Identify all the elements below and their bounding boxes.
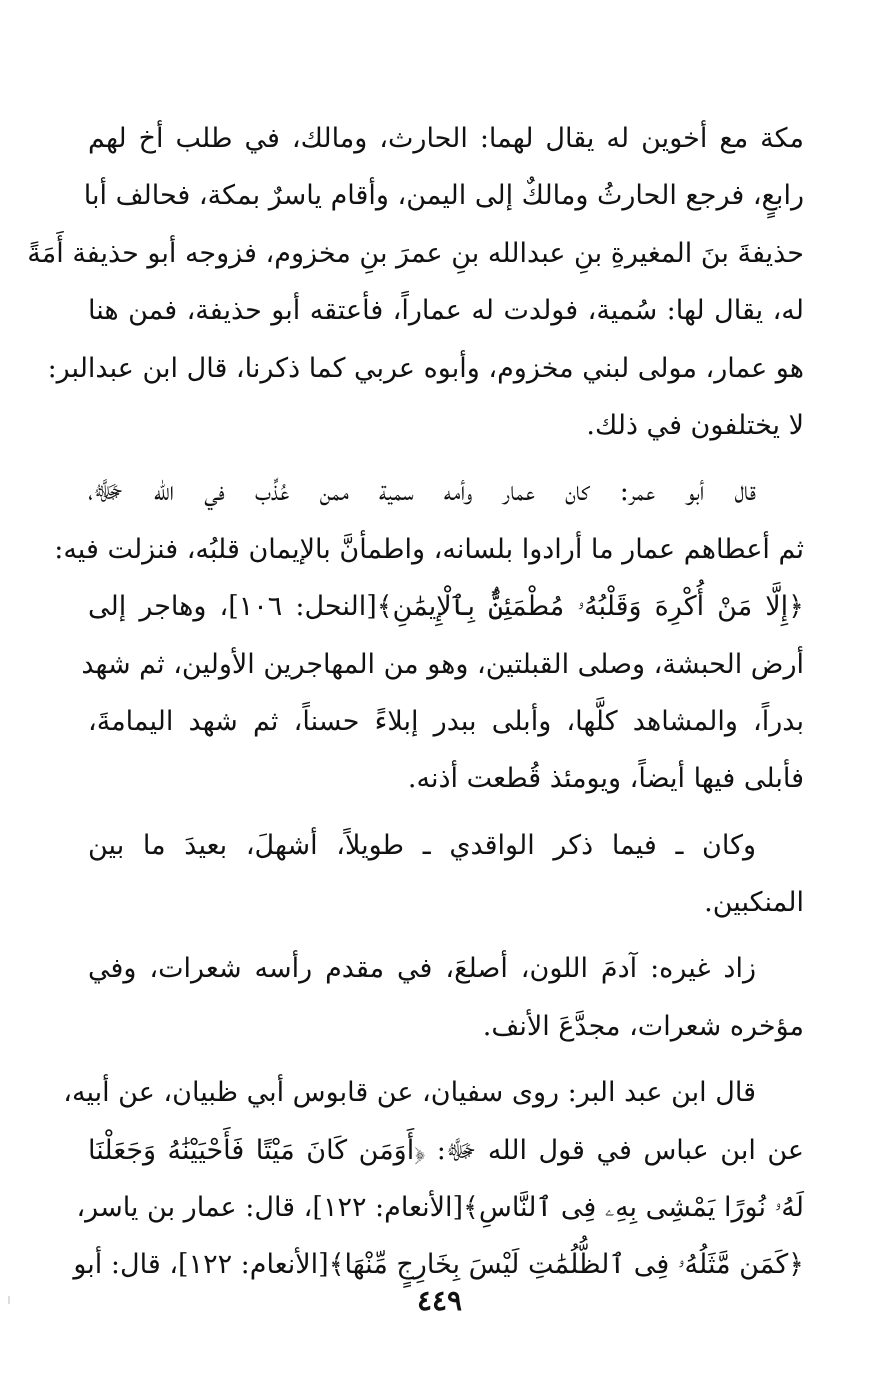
text-line: هو عمار، مولى لبني مخزوم، وأبوه عربي كما ذكرنا، قال ابن عبدالبر: <box>47 352 804 384</box>
quran-verse-line: ﴿كَمَن مَّثَلُهُۥ فِى ٱلظُّلُمَٰتِ لَيْسَ بِخَارِجٍ مِّنْهَا﴾[الأنعام: ١٢٢]، قال: أبو <box>73 1249 804 1281</box>
text-line: ثم أعطاهم عمار ما أرادوا بلسانه، واطمأنَّ بالإيمان قلبُه، فنزلت فيه: <box>54 533 804 565</box>
text-line: أرض الحبشة، وصلى القبلتين، وهو من المهاجرين الأولين، ثم شهد <box>81 648 804 680</box>
paragraph-gap <box>88 454 804 463</box>
text-line: قال ابن عبد البر: روى سفيان، عن قابوس أبي ظبيان، عن أبيه، <box>63 1077 756 1109</box>
paragraph-gap <box>88 1055 804 1064</box>
text-line: زاد غيره: آدمَ اللون، أصلعَ، في مقدم رأسه شعرات، وفي <box>88 953 756 985</box>
paragraph-5 <box>63 1064 804 1294</box>
text-line: حذيفةَ بنَ المغيرةِ بنِ عبدالله بنِ عمرَ بنِ مخزوم، فزوجه أبو حذيفة أَمَةً <box>27 237 804 269</box>
quran-verse-line: عن ابن عباس في قول الله ﷻ: ﴿أَوَمَن كَانَ مَيْتًا فَأَحْيَيْنَٰهُ وَجَعَلْنَا <box>88 1134 804 1166</box>
paragraph-gap <box>88 808 804 817</box>
paragraph-gap <box>88 931 804 940</box>
text-line: وكان ـ فيما ذكر الواقدي ـ طويلاً، أشهلَ، بعيدَ ما بين <box>88 829 756 861</box>
text-line: مؤخره شعرات، مجدَّعَ الأنف. <box>482 1010 804 1042</box>
paragraph-1 <box>27 110 804 454</box>
page-number: ٤٤٩ <box>416 1284 463 1317</box>
text-line: رابعٍ، فرجع الحارثُ ومالكٌ إلى اليمن، وأقام ياسرٌ بمكة، فحالف أبا <box>83 180 804 212</box>
text-line: بدراً، والمشاهد كلَّها، وأبلى ببدر إبلاءً حسناً، ثم شهد اليمامةَ، <box>88 705 804 737</box>
quran-verse-line: لَهُۥ نُورًا يَمْشِى بِهِۦ فِى ٱلنَّاسِ﴾[الأنعام: ١٢٢]، قال: عمار بن ياسر، <box>76 1192 804 1224</box>
text-line: مكة مع أخوين له يقال لهما: الحارث، ومالك، في طلب أخ لهم <box>88 123 804 154</box>
body-text <box>27 110 804 1294</box>
text-line: له، يقال لها: سُمية، فولدت له عماراً، فأعتقه أبو حذيفة، فمن هنا <box>88 295 804 327</box>
text-line: لا يختلفون في ذلك. <box>586 409 804 441</box>
paragraph-3 <box>88 817 804 932</box>
text-line: فأبلى فيها أيضاً، ويومئذ قُطعت أذنه. <box>407 763 804 795</box>
paragraph-2 <box>54 463 804 807</box>
text-line: المنكبين. <box>704 887 804 919</box>
text-line: قال أبو عمر: كان عمار وأمه سمية ممن عُذِّب في الله ﷻ، <box>88 476 756 508</box>
quran-verse-line: ﴿إِلَّا مَنْ أُكْرِهَ وَقَلْبُهُۥ مُطْمَئِنٌّۢ بِٱلْإِيمَٰنِ﴾[النحل: ١٠٦]، وهاجر إلى <box>88 591 804 623</box>
paragraph-4 <box>88 940 804 1055</box>
scan-margin-mark <box>8 1296 10 1304</box>
